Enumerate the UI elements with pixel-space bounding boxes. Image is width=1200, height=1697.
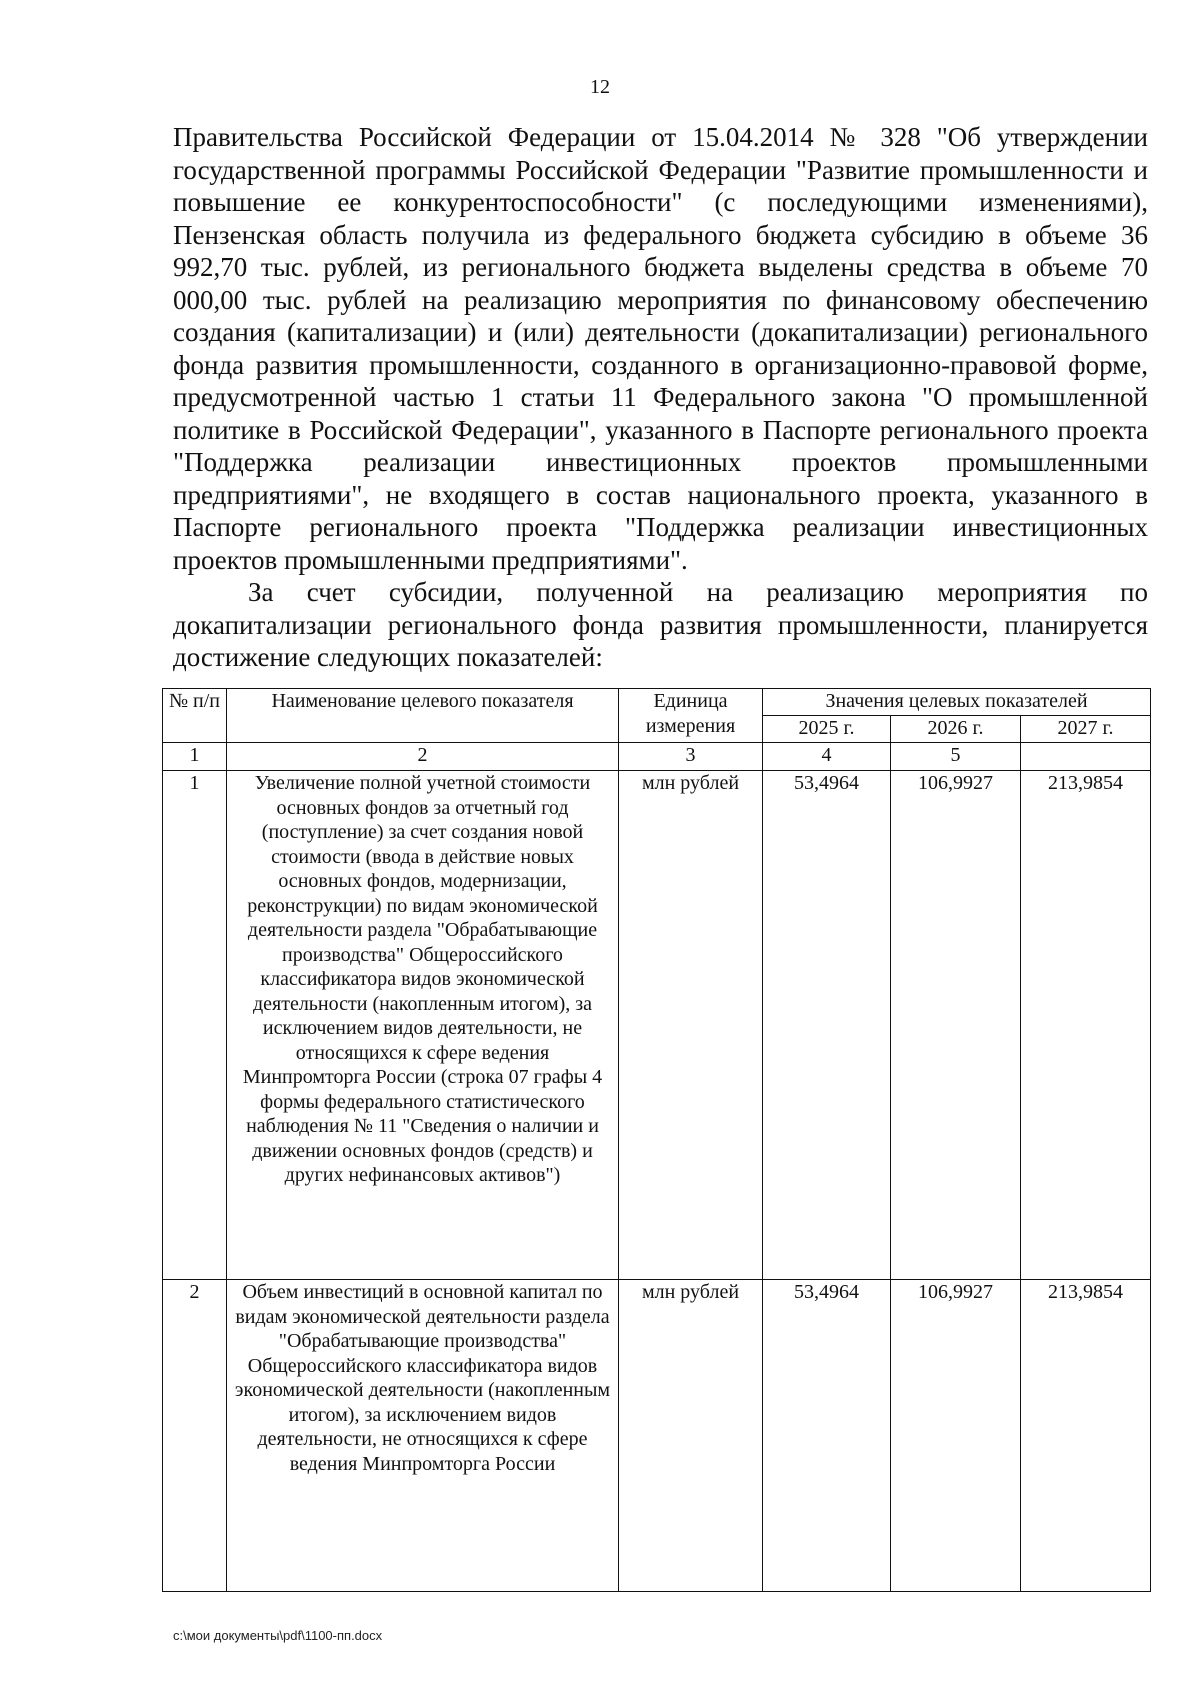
row-value-2027: 213,9854 bbox=[1021, 1280, 1151, 1592]
row-num: 2 bbox=[163, 1280, 227, 1592]
column-number: 5 bbox=[891, 743, 1021, 771]
header-values-group: Значения целевых показателей bbox=[763, 689, 1151, 716]
row-value-2027: 213,9854 bbox=[1021, 771, 1151, 1280]
page-number: 12 bbox=[590, 76, 610, 98]
column-numbers-row bbox=[163, 743, 1151, 771]
indicators-table bbox=[162, 688, 1151, 1592]
paragraph-2: За счет субсидии, полученной на реализацию мероприятия по докапитализации регионального фонда развития промышленности, планируется достижение следующих показателей: bbox=[173, 577, 1148, 672]
header-year-2025: 2025 г. bbox=[763, 716, 891, 743]
table-row bbox=[163, 1280, 1151, 1592]
row-value-2026: 106,9927 bbox=[891, 771, 1021, 1280]
row-value-2026: 106,9927 bbox=[891, 1280, 1021, 1592]
column-number: 2 bbox=[227, 743, 619, 771]
row-value-2025: 53,4964 bbox=[763, 771, 891, 1280]
row-num: 1 bbox=[163, 771, 227, 1280]
row-value-2025: 53,4964 bbox=[763, 1280, 891, 1592]
row-unit: млн рублей bbox=[619, 771, 763, 1280]
footer-file-path: c:\мои документы\pdf\1100-пп.docx bbox=[173, 1628, 383, 1643]
paragraph-1: Правительства Российской Федерации от 15.04.2014 № 328 "Об утверждении государственной программы Российской Федерации "Развитие промышленности и повышение ее конкурентоспособности" (с последующими изменениями), Пензенская область получила из федерального бюджета субсидию в объеме 36 992,70 тыс. рублей, из регионального бюджета выделены средства в объеме 70 000,00 тыс. рублей на реализацию мероприятия по финансовому обеспечению создания (капитализации) и (или) деятельности (докапитализации) регионального фонда развития промышленности, созданного в организационно-правовой форме, предусмотренной частью 1 статьи 11 Федерального закона "О промышленной политике в Российской Федерации", указанного в Паспорте регионального проекта "Поддержка реализации инвестиционных проектов промышленными предприятиями", не входящего в состав национального проекта, указанного в Паспорте регионального проекта "Поддержка реализации инвестиционных проектов промышленными предприятиями". bbox=[173, 122, 1148, 575]
column-number: 3 bbox=[619, 743, 763, 771]
column-number: 1 bbox=[163, 743, 227, 771]
header-name: Наименование целевого показателя bbox=[227, 689, 619, 743]
row-indicator-name: Объем инвестиций в основной капитал по видам экономической деятельности раздела "Обрабатывающие производства" Общероссийского классификатора видов экономической деятельности (накопленным итогом), за исключением видов деятельности, не относящихся к сфере ведения Минпромторга России bbox=[227, 1280, 619, 1592]
body-text bbox=[173, 121, 1148, 674]
column-number bbox=[1021, 743, 1151, 771]
header-year-2026: 2026 г. bbox=[891, 716, 1021, 743]
header-year-2027: 2027 г. bbox=[1021, 716, 1151, 743]
table-row bbox=[163, 771, 1151, 1280]
column-number: 4 bbox=[763, 743, 891, 771]
header-unit: Единица измерения bbox=[619, 689, 763, 743]
header-num: № п/п bbox=[163, 689, 227, 743]
row-indicator-name: Увеличение полной учетной стоимости основных фондов за отчетный год (поступление) за счет создания новой стоимости (ввода в действие новых основных фондов, модернизации, реконструкции) по видам экономической деятельности раздела "Обрабатывающие производства" Общероссийского классификатора видов экономической деятельности (накопленным итогом), за исключением видов деятельности, не относящихся к сфере ведения Минпромторга России (строка 07 графы 4 формы федерального статистического наблюдения № 11 "Сведения о наличии и движении основных фондов (средств) и других нефинансовых активов") bbox=[227, 771, 619, 1280]
row-unit: млн рублей bbox=[619, 1280, 763, 1592]
table-header-row bbox=[163, 689, 1151, 716]
